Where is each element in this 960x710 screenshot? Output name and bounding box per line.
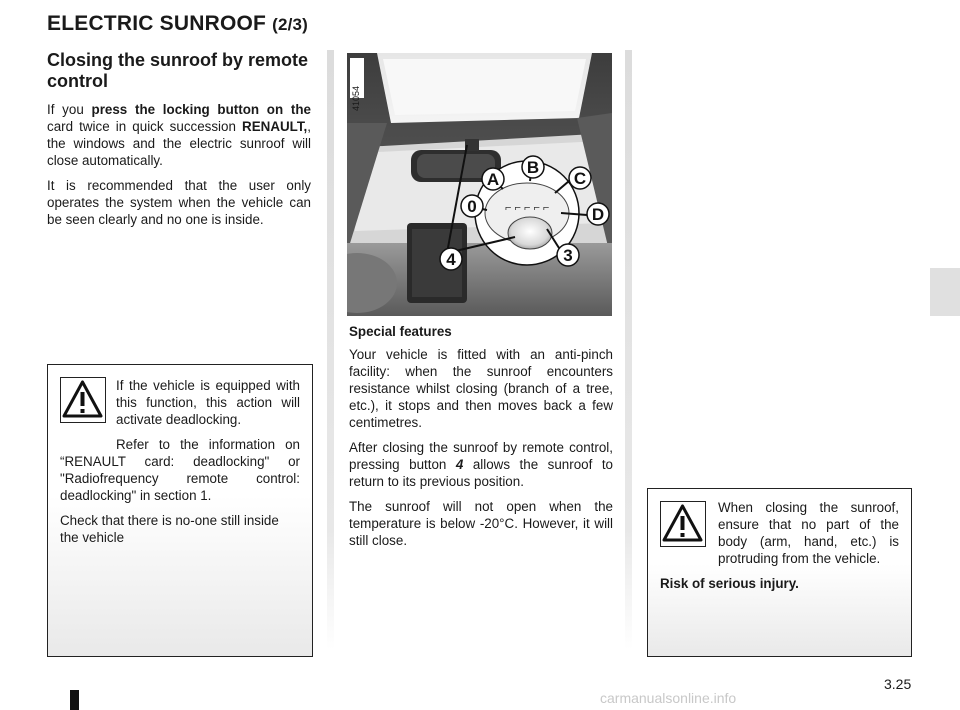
intro-prefix: If you (47, 102, 92, 117)
corner-mark (70, 690, 79, 710)
button-four-label: 4 (455, 457, 464, 472)
button-four-prefix: After closing the sunroof by remote control, pressing button (349, 440, 613, 472)
column-divider-left (327, 50, 334, 650)
svg-text:4: 4 (446, 250, 456, 269)
recommendation-paragraph: It is recommended that the user only operates the system when the vehicle can be seen clearly and no one is inside. (47, 178, 311, 227)
intro-suffix: , the windows and the electric sunroof will close automatically. (47, 119, 311, 168)
sunroof-control-figure (347, 53, 612, 316)
anti-pinch-paragraph: Your vehicle is fitted with an anti-pinch facility: when the sunroof encounters resistance whilst closing (branch of a tree, etc.), it stops and then moves back a few centimetres. (349, 347, 613, 430)
warning-triangle-icon (660, 501, 706, 547)
svg-text:0: 0 (467, 197, 477, 216)
intro-bold-brand: RENAULT, (242, 119, 308, 134)
intro-bold-action: press the locking button on the (91, 102, 311, 117)
callout-3 (557, 244, 579, 266)
callout-4 (440, 248, 462, 270)
svg-text:⌐ ⌐ ⌐ ⌐ ⌐: ⌐ ⌐ ⌐ ⌐ ⌐ (505, 202, 550, 214)
left-column (47, 50, 311, 236)
middle-column (349, 323, 613, 557)
title-main: ELECTRIC SUNROOF (47, 12, 267, 35)
svg-text:D: D (591, 205, 605, 224)
figure-number (350, 58, 364, 111)
figure-number-text: 41054 (351, 85, 361, 111)
callout-b (522, 156, 544, 178)
warning-check-text: Check that there is no-one still inside the vehicle (60, 513, 279, 545)
intro-paragraph (47, 101, 311, 169)
warning-refer-text: Refer to the information on “RENAULT card: deadlocking" or "Radiofrequency remote control: deadlocking" in section 1. (60, 437, 300, 503)
callout-a (482, 168, 504, 190)
watermark: carmanualsonline.info (600, 690, 737, 706)
callout-c (569, 167, 591, 189)
warning-box-deadlocking (47, 364, 313, 657)
svg-text:C: C (573, 169, 587, 188)
temperature-paragraph: The sunroof will not open when the temperature is below -20°C. However, it will still close. (349, 499, 613, 548)
warning-box-injury (647, 488, 912, 657)
button-four-paragraph (349, 439, 613, 490)
intro-mid: card twice in quick succession (47, 119, 243, 134)
svg-text:A: A (486, 170, 500, 189)
page-number: 3.25 (884, 676, 912, 692)
callout-d (587, 203, 609, 225)
page-title (47, 12, 308, 36)
warning-deadlock-text: If the vehicle is equipped with this function, this action will activate deadlocking. (116, 378, 300, 427)
warning-risk-text: Risk of serious injury. (660, 576, 799, 591)
section-tab (930, 268, 960, 316)
warning-triangle-icon (60, 377, 106, 423)
column-divider-right (625, 50, 632, 650)
svg-text:3: 3 (563, 246, 573, 265)
section-heading: Closing the sunroof by remote control (47, 50, 309, 91)
callout-0 (461, 195, 483, 217)
title-part: (2/3) (272, 15, 309, 34)
svg-text:B: B (526, 158, 540, 177)
button-four-suffix: allows the sunroof to return to its previous position. (349, 457, 613, 489)
warning-closing-text: When closing the sunroof, ensure that no part of the body (arm, hand, etc.) is protruding from the vehicle. (718, 500, 899, 566)
special-features-heading: Special features (349, 324, 452, 339)
